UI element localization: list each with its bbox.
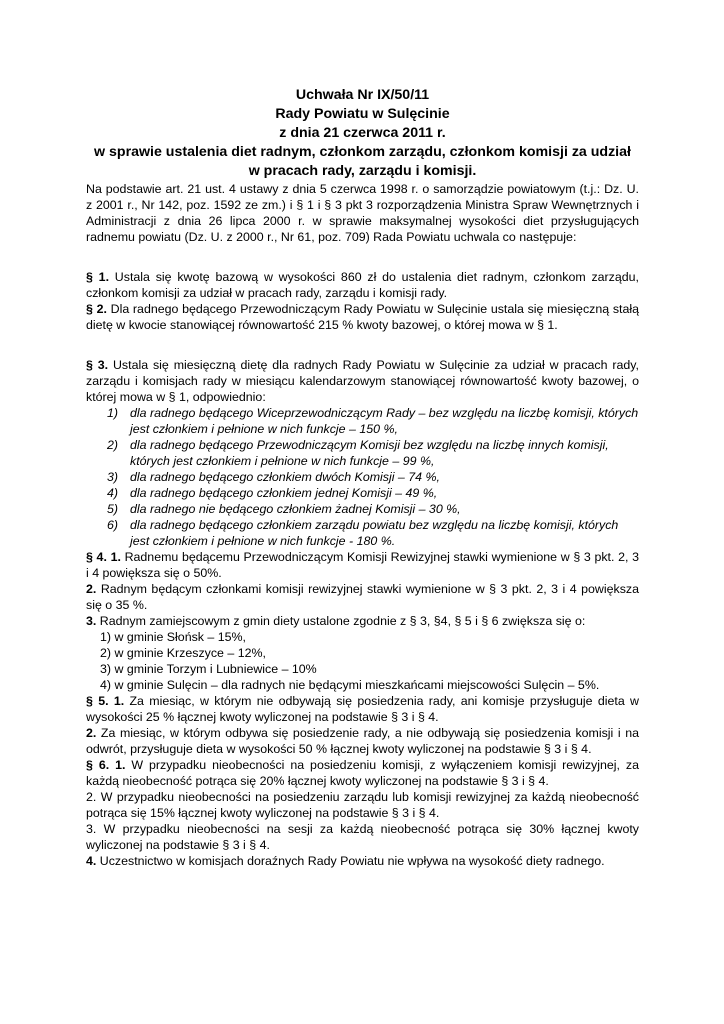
paragraph-4-3-label: 3.: [86, 614, 97, 628]
paragraph-6-4: [86, 853, 639, 869]
paragraph-4-1: [86, 549, 639, 581]
list-item: [107, 517, 639, 549]
paragraph-5-1: [86, 693, 639, 725]
list-item-number: 1): [107, 406, 119, 420]
paragraph-5-2-text: Za miesiąc, w którym odbywa się posiedzenie rady, a nie odbywają się posiedzenia komisji i na odwrót, przysługuje dieta w wysokości 50 % łącznej kwoty wyliczonej na podstawie § 3 i § 4.: [86, 726, 639, 756]
list-item-text: dla radnego będącego Wiceprzewodniczącym Rady – bez względu na liczbę komisji, których jest członkiem i pełnione w nich funkcje – 150 %,: [130, 406, 639, 436]
list-item-number: 6): [107, 518, 119, 532]
paragraph-6-1-text: W przypadku nieobecności na posiedzeniu komisji, z wyłączeniem komisji rewizyjnej, za każdą nieobecność potrąca się 20% łącznej kwoty wyliczonej na podstawie § 3 i § 4.: [86, 758, 639, 788]
preamble: Na podstawie art. 21 ust. 4 ustawy z dnia 5 czerwca 1998 r. o samorządzie powiatowym (t.j.: Dz. U. z 2001 r., Nr 142, poz. 1592 ze zm.) i § 1 i § 3 pkt 3 rozporządzenia Ministra Spraw Wewnętrznych i Administracji z dnia 26 lipca 2000 r. w sprawie maksymalnej wysokości diet przysługujących radnemu powiatu (Dz. U. z 2000 r., Nr 61, poz. 709) Rada Powiatu uchwala co następuje:: [86, 182, 639, 244]
paragraph-6-label: § 6. 1.: [86, 758, 126, 772]
paragraph-6-4-label: 4.: [86, 854, 97, 868]
paragraph-5-2: [86, 725, 639, 757]
paragraph-2: [86, 301, 639, 333]
paragraph-4-3-text: Radnym zamiejscowym z gmin diety ustalone zgodnie z § 3, §4, § 5 i § 6 zwiększa się o:: [96, 614, 586, 628]
paragraph-6-1: [86, 757, 639, 789]
paragraph-1-label: § 1.: [86, 270, 110, 284]
list-item: 3) w gminie Torzym i Lubniewice – 10%: [100, 662, 317, 676]
list-item-text: dla radnego będącego Przewodniczącym Komisji bez względu na liczbę innych komisji, których jest członkiem i pełnione w nich funkcje – 99 %,: [130, 438, 609, 468]
paragraph-6-2: 2. W przypadku nieobecności na posiedzeniu zarządu lub komisji rewizyjnej za każdą nieobecność potrąca się 15% łącznej kwoty wyliczonej na podstawie § 3 i § 4.: [86, 790, 639, 820]
list-item-number: 2): [107, 438, 119, 452]
paragraph-1-text: Ustala się kwotę bazową w wysokości 860 zł do ustalenia diet radnym, członkom zarządu, członkom komisji za udział w pracach rady, zarządu i komisji rady.: [86, 270, 639, 300]
paragraph-4-1-text: Radnemu będącemu Przewodniczącym Komisji Rewizyjnej stawki wymienione w § 3 pkt. 2, 3 i 4 powiększa się o 50%.: [86, 550, 639, 580]
paragraph-2-label: § 2.: [86, 302, 107, 316]
list-item-text: dla radnego będącego członkiem jednej Komisji – 49 %,: [130, 486, 438, 500]
paragraph-5-1-text: Za miesiąc, w którym nie odbywają się posiedzenia rady, ani komisje przysługuje dieta w wysokości 25 % łącznej kwoty wyliczonej na podstawie § 3 i § 4.: [86, 694, 639, 724]
resolution-number: Uchwała Nr IX/50/11: [295, 87, 430, 103]
paragraph-2-text: Dla radnego będącego Przewodniczącym Rady Powiatu w Sulęcinie ustala się miesięczną stałą dietę w kwocie stanowiącej równowartość 215 % kwoty bazowej, o której mowa w § 1.: [86, 302, 639, 332]
list-item: [107, 405, 639, 437]
council-name: Rady Powiatu w Sulęcinie: [275, 106, 450, 122]
paragraph-4-2-text: Radnym będącym członkami komisji rewizyjnej stawki wymienione w § 3 pkt. 2, 3 i 4 powiększa się o 35 %.: [86, 582, 639, 612]
paragraph-3-list: [86, 405, 639, 549]
resolution-date: z dnia 21 czerwca 2011 r.: [279, 125, 446, 141]
list-item: [107, 437, 639, 469]
paragraph-4-2-label: 2.: [86, 582, 97, 596]
list-item: [107, 485, 639, 501]
paragraph-6-4-text: Uczestnictwo w komisjach doraźnych Rady Powiatu nie wpływa na wysokość diety radnego.: [96, 854, 605, 868]
list-item: 2) w gminie Krzeszyce – 12%,: [100, 646, 266, 660]
list-item-text: dla radnego nie będącego członkiem żadnej Komisji – 30 %,: [130, 502, 461, 516]
paragraph-3-text: Ustala się miesięczną dietę dla radnych Rady Powiatu w Sulęcinie za udział w pracach rady, zarządu i komisjach rady w miesiącu kalendarzowym stanowiącej równowartość kwoty bazowej, o której mowa w § 1, odpowiednio:: [86, 358, 639, 404]
list-item: 1) w gminie Słońsk – 15%,: [100, 630, 247, 644]
list-item-number: 5): [107, 502, 119, 516]
list-item-text: dla radnego będącego członkiem zarządu powiatu bez względu na liczbę komisji, których jest członkiem i pełnione w nich funkcje - 180 %.: [130, 518, 619, 548]
resolution-subject-line1: w sprawie ustalenia diet radnym, członkom zarządu, członkom komisji za udział: [94, 144, 631, 160]
paragraph-1: [86, 269, 639, 301]
paragraph-4-2: [86, 581, 639, 613]
paragraph-6-3: 3. W przypadku nieobecności na sesji za każdą nieobecność potrąca się 30% łącznej kwoty wyliczonej na podstawie § 3 i § 4.: [86, 822, 639, 852]
list-item: 4) w gminie Sulęcin – dla radnych nie będącymi mieszkańcami miejscowości Sulęcin – 5%.: [100, 678, 600, 692]
paragraph-3-label: § 3.: [86, 358, 109, 372]
resolution-subject-line2: w pracach rady, zarządu i komisji.: [248, 163, 477, 179]
paragraph-4-label: § 4. 1.: [86, 550, 121, 564]
list-item-text: dla radnego będącego członkiem dwóch Komisji – 74 %,: [130, 470, 440, 484]
paragraph-5-2-label: 2.: [86, 726, 97, 740]
municipality-list: [86, 629, 639, 693]
document-page: [86, 86, 639, 869]
list-item: [107, 501, 639, 517]
paragraph-4-3: [86, 613, 639, 629]
list-item-number: 3): [107, 470, 119, 484]
list-item-number: 4): [107, 486, 119, 500]
paragraph-5-label: § 5. 1.: [86, 694, 125, 708]
list-item: [107, 469, 639, 485]
paragraph-3: [86, 357, 639, 405]
